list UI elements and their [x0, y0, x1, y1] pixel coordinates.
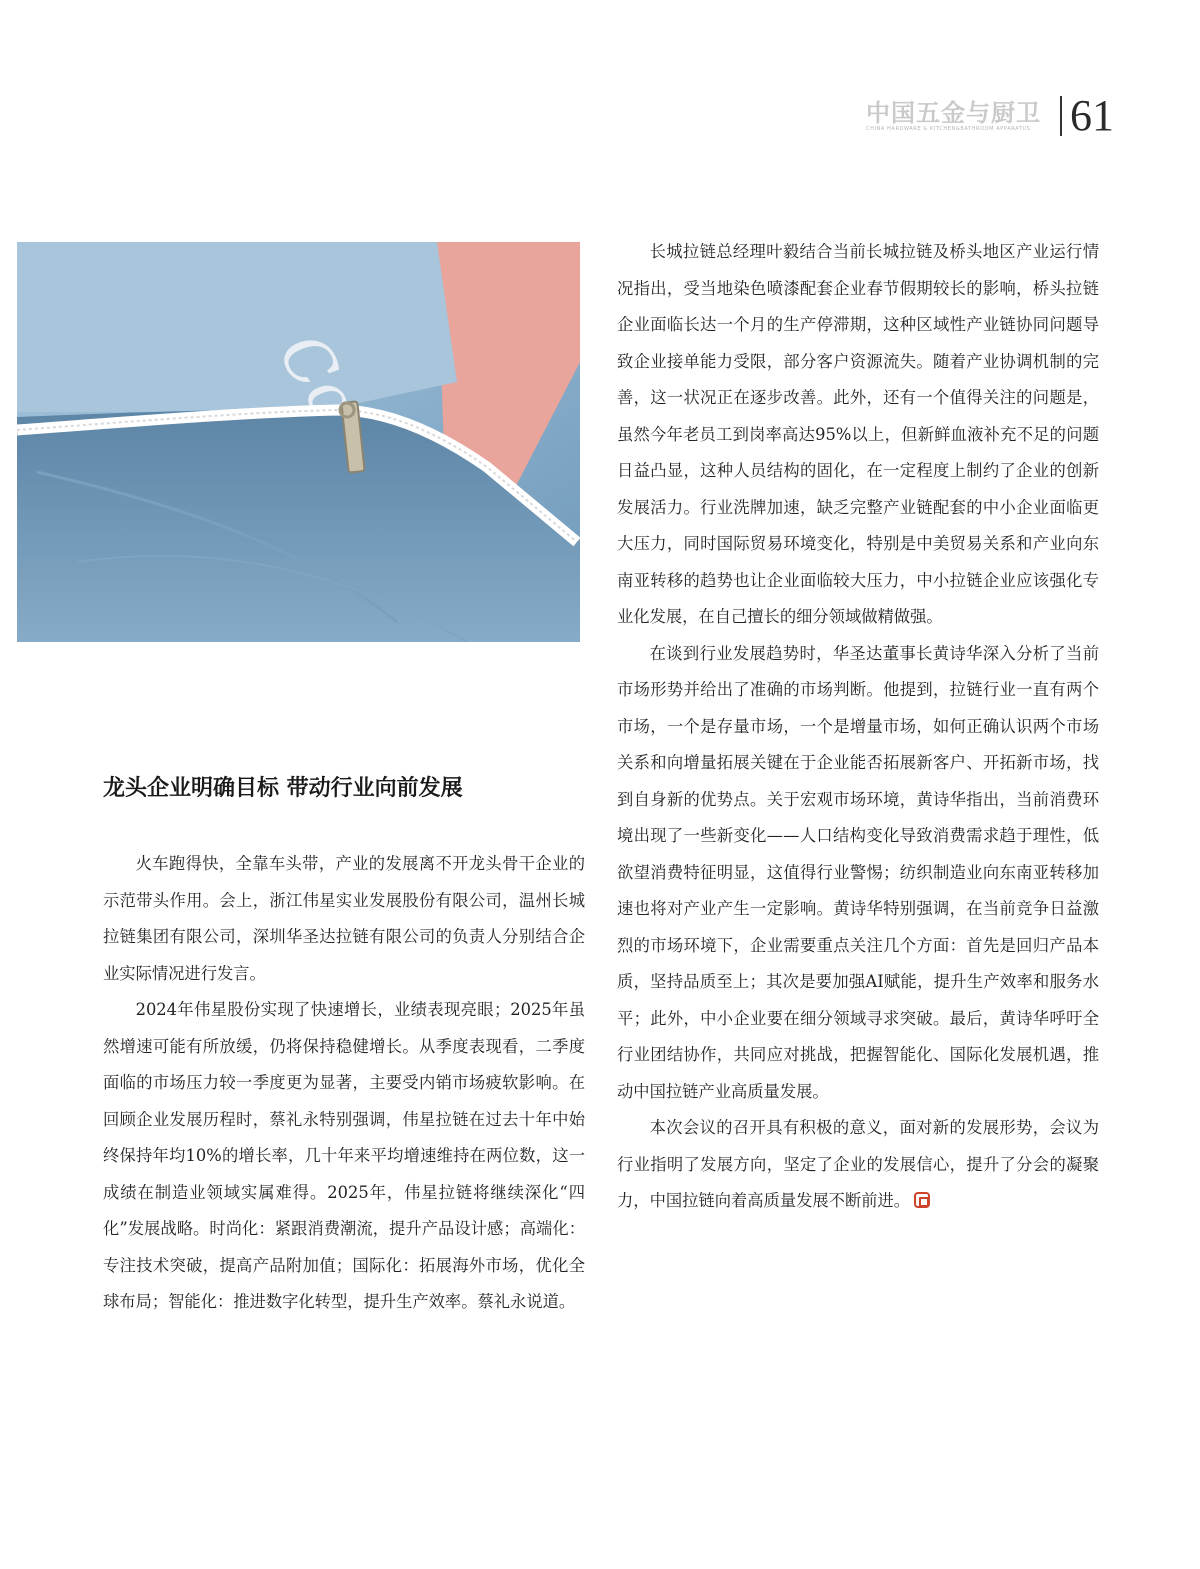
- photo-illustration: [17, 242, 580, 642]
- paragraph: 长城拉链总经理叶毅结合当前长城拉链及桥头地区产业运行情况指出，受当地染色喷漆配套企业春节假期较长的影响，桥头拉链企业面临长达一个月的生产停滞期，这种区域性产业链协同问题导致企业接单能力受限，部分客户资源流失。随着产业协调机制的完善，这一状况正在逐步改善。此外，还有一个值得关注的问题是，虽然今年老员工到岗率高达95%以上，但新鲜血液补充不足的问题日益凸显，这种人员结构的固化，在一定程度上制约了企业的创新发展活力。行业洗牌加速，缺乏完整产业链配套的中小企业面临更大压力，同时国际贸易环境变化，特别是中美贸易关系和产业向东南亚转移的趋势也让企业面临较大压力，中小拉链企业应该强化专业化发展，在自己擅长的细分领域做精做强。: [617, 242, 1099, 626]
- article-end-icon: [914, 1192, 930, 1208]
- header-divider: [1060, 96, 1062, 136]
- page-number: 61: [1070, 91, 1114, 140]
- left-column: [103, 846, 585, 1321]
- logo-title: 中国五金与厨卫: [866, 99, 1041, 127]
- right-column: [617, 234, 1099, 1220]
- paragraph-text: 本次会议的召开具有积极的意义，面对新的发展形势，会议为行业指明了发展方向，坚定了企业的发展信心，提升了分会的凝聚力，中国拉链向着高质量发展不断前进。: [617, 1118, 1099, 1210]
- section-heading: 龙头企业明确目标 带动行业向前发展: [103, 776, 463, 801]
- zipper-bedding-photo: [17, 242, 580, 642]
- paragraph: 2024年伟星股份实现了快速增长，业绩表现亮眼；2025年虽然增速可能有所放缓，仍将保持稳健增长。从季度表现看，二季度面临的市场压力较一季度更为显著，主要受内销市场疲软影响。在回顾企业发展历程时，蔡礼永特别强调，伟星拉链在过去十年中始终保持年均10%的增长率，几十年来平均增速维持在两位数，这一成绩在制造业领域实属难得。2025年，伟星拉链将继续深化“四化”发展战略。时尚化：紧跟消费潮流，提升产品设计感；高端化：专注技术突破，提高产品附加值；国际化：拓展海外市场，优化全球布局；智能化：推进数字化转型，提升生产效率。蔡礼永说道。: [103, 1000, 585, 1311]
- paragraph-final: [617, 1110, 1099, 1220]
- magazine-logo: [866, 100, 1042, 136]
- paragraph: 火车跑得快，全靠车头带，产业的发展离不开龙头骨干企业的示范带头作用。会上，浙江伟星实业发展股份有限公司，温州长城拉链集团有限公司，深圳华圣达拉链有限公司的负责人分别结合企业实际情况进行发言。: [103, 854, 585, 983]
- logo-subtitle: CHINA HARDWARE & KITCHEN&BATHROOM APPARATUS: [866, 126, 1031, 132]
- paragraph: 在谈到行业发展趋势时，华圣达董事长黄诗华深入分析了当前市场形势并给出了准确的市场判断。他提到，拉链行业一直有两个市场，一个是存量市场，一个是增量市场，如何正确认识两个市场关系和向增量拓展关键在于企业能否拓展新客户、开拓新市场，找到自身新的优势点。关于宏观市场环境，黄诗华指出，当前消费环境出现了一些新变化——人口结构变化导致消费需求趋于理性，低欲望消费特征明显，这值得行业警惕；纺织制造业向东南亚转移加速也将对产业产生一定影响。黄诗华特别强调，在当前竞争日益激烈的市场环境下，企业需要重点关注几个方面：首先是回归产品本质，坚持品质至上；其次是要加强AI赋能，提升生产效率和服务水平；此外，中小企业要在细分领域寻求突破。最后，黄诗华呼吁全行业团结协作，共同应对挑战，把握智能化、国际化发展机遇，推动中国拉链产业高质量发展。: [617, 643, 1099, 1101]
